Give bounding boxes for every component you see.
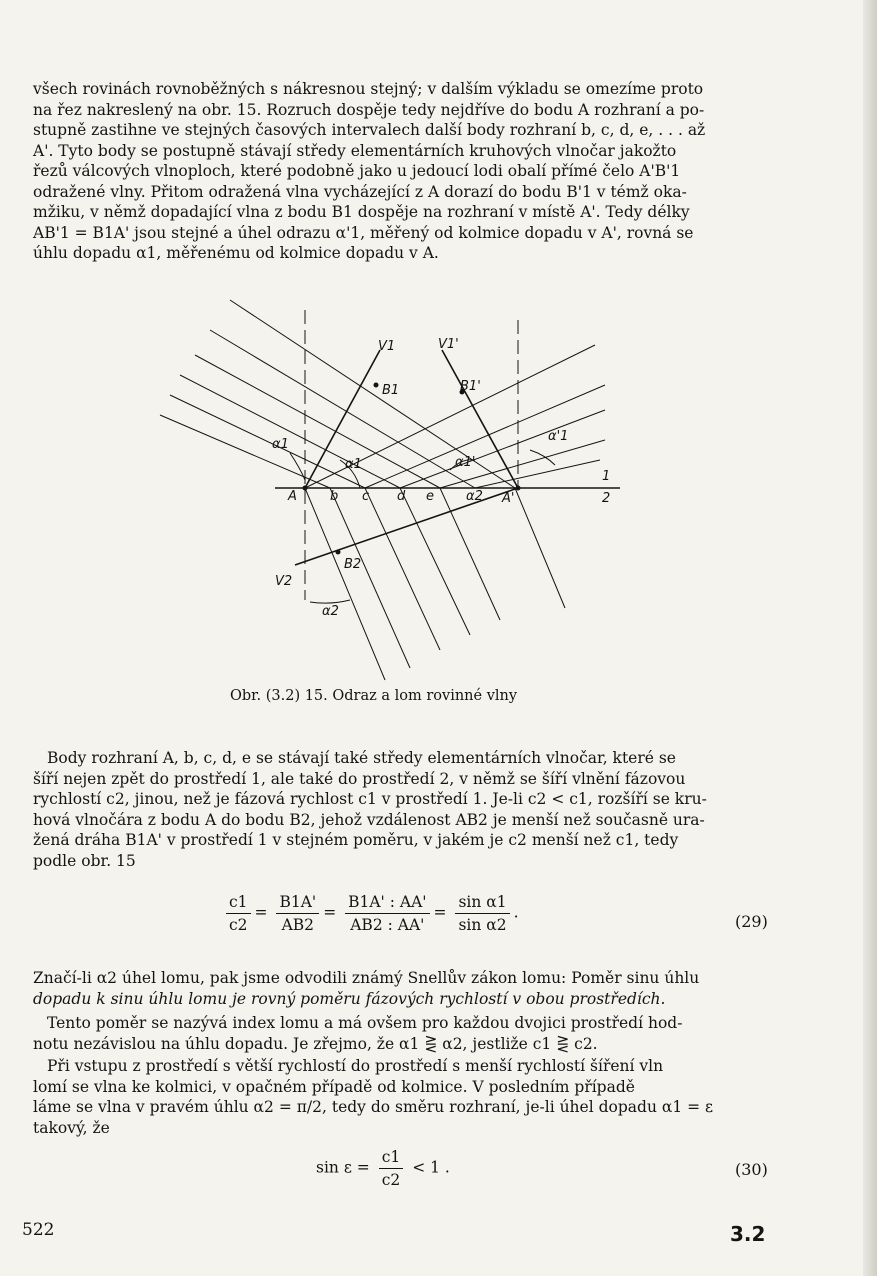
point-B2 (336, 550, 341, 555)
figure-wave-reflection-refraction (150, 290, 650, 685)
numerator: B1A' (276, 893, 319, 914)
refracted-ray (400, 488, 470, 635)
text-line: A'. Tyto body se postupně stávají středy elementárních kruhových vlnočar jakožto (33, 141, 677, 160)
incident-ray (210, 330, 475, 488)
denominator: AB2 : AA' (350, 916, 425, 934)
denominator: c2 (381, 1171, 401, 1189)
paragraph-index-of-refraction (33, 1013, 775, 1054)
equation-lhs: sin ε = (316, 1158, 370, 1177)
label-V2: V2 (275, 574, 293, 589)
equation-29: $\frac{c1}{c2}$ = $\frac{B1A'}{AB2}$ = $\frac{B1A' : AA'}{AB2 : AA'}$ = $\frac{\text{sin α1}}{\text{sin α2}}$ . (222, 893, 519, 934)
angle-arc-alpha2 (310, 600, 350, 603)
label-B1: B1 (382, 383, 400, 398)
reflected-ray (365, 385, 605, 488)
fraction (379, 1148, 404, 1189)
label-alpha1p-mid: α1' (455, 455, 476, 470)
angle-arc-alpha1p (530, 450, 555, 465)
text-line: láme se vlna v pravém úhlu α2 = π/2, tedy do směru rozhraní, je-li úhel dopadu α1 = ε (33, 1098, 714, 1116)
text-line: Body rozhraní A, b, c, d, e se stávají také středy elementárních vlnočar, které se (47, 749, 676, 767)
label-A-prime: A' (502, 491, 515, 506)
label-A: A (288, 489, 297, 504)
text-line: stupně zastihne ve stejných časových intervalech další body rozhraní b, c, d, e, . . . až (33, 121, 706, 139)
refracted-wavefront (295, 488, 518, 565)
label-alpha1p-right: α'1 (548, 429, 569, 444)
numerator: sin α1 (455, 893, 509, 914)
label-alpha1-left: α1 (272, 437, 289, 452)
refracted-ray (440, 488, 500, 620)
label-alpha2-mid: α2 (466, 489, 483, 504)
text-line: lomí se vlna ke kolmici, v opačném případě od kolmice. V posledním případě (33, 1077, 635, 1096)
text-line: notu nezávislou na úhlu dopadu. Je zřejmo, že α1 ⋛ α2, jestliže c1 ⋛ c2. (33, 1034, 598, 1053)
label-alpha2-bottom: α2 (322, 604, 339, 619)
text-line: mžiku, v němž dopadající vlna z bodu B1 dospěje na rozhraní v místě A'. Tedy délky (33, 203, 690, 221)
equation-rhs: < 1 . (412, 1158, 450, 1177)
angle-arc-alpha1 (290, 453, 305, 480)
fraction (455, 893, 509, 934)
label-c: c (362, 489, 370, 504)
paragraph-snell-law (33, 968, 775, 1009)
text-line: všech rovinách rovnoběžných s nákresnou stejný; v dalším výkladu se omezíme proto (33, 80, 704, 98)
incident-wavefront (305, 350, 380, 488)
paragraph-reflection-intro (33, 79, 775, 264)
text-line: podle obr. 15 (33, 851, 136, 870)
label-medium-2: 2 (602, 491, 611, 506)
text-line: AB'1 = B1A' jsou stejné a úhel odrazu α'1, měřený od kolmice dopadu v A', rovná se (33, 223, 694, 242)
fraction (226, 893, 251, 934)
point-B1 (374, 383, 379, 388)
denominator: sin α2 (458, 916, 507, 934)
numerator: B1A' : AA' (345, 893, 429, 914)
equation-30 (316, 1148, 450, 1189)
point-A (303, 486, 308, 491)
text-line: na řez nakreslený na obr. 15. Rozruch dospěje tedy nejdříve do bodu A rozhraní a po- (33, 100, 705, 119)
paragraph-total-reflection (33, 1056, 775, 1138)
label-V1: V1 (378, 339, 396, 354)
text-line: Tento poměr se nazývá index lomu a má ovšem pro každou dvojici prostředí hod- (47, 1014, 683, 1032)
figure-caption: Obr. (3.2) 15. Odraz a lom rovinné vlny (230, 688, 518, 704)
label-alpha1-mid: α1 (345, 457, 362, 472)
text-line: hová vlnočára z bodu A do bodu B2, jehož vzdálenost AB2 je menší než současně ura- (33, 810, 705, 829)
text-line: šíří nejen zpět do prostředí 1, ale také do prostředí 2, v němž se šíří vlnění fázovou (33, 769, 686, 788)
text-line: žená dráha B1A' v prostředí 1 v stejném poměru, v jakém je c2 menší než c1, tedy (33, 831, 679, 849)
numerator: c1 (226, 893, 251, 914)
equation-number-29: (29) (735, 912, 768, 931)
denominator: AB2 (281, 916, 315, 934)
fraction (276, 893, 319, 934)
text-line: Značí-li α2 úhel lomu, pak jsme odvodili známý Snellův zákon lomu: Poměr sinu úhlu (33, 969, 700, 987)
refracted-ray (365, 488, 440, 650)
text-line: Při vstupu z prostředí s větší rychlostí do prostředí s menší rychlostí šíření vln (47, 1057, 664, 1075)
page-number: 522 (22, 1220, 55, 1240)
fraction (345, 893, 429, 934)
label-d: d (397, 489, 406, 504)
equation-number-30: (30) (735, 1160, 768, 1179)
incident-ray (170, 395, 365, 488)
scan-page-edge (863, 0, 877, 1276)
label-B2: B2 (344, 557, 362, 572)
point-A-prime (516, 486, 521, 491)
section-number: 3.2 (730, 1222, 766, 1246)
refracted-ray (515, 488, 565, 608)
text-line: takový, že (33, 1118, 110, 1137)
label-medium-1: 1 (602, 469, 611, 484)
text-line: rychlostí c2, jinou, než je fázová rychlost c1 v prostředí 1. Je-li c2 < c1, rozšíří se kru- (33, 790, 707, 808)
text-line: řezů válcových vlnoploch, které podobně jako u jedoucí lodi obalí přímé čelo A'B'1 (33, 162, 681, 180)
label-B1-prime: B1' (460, 379, 481, 394)
denominator: c2 (229, 916, 248, 934)
incident-ray (195, 355, 440, 488)
paragraph-refraction (33, 748, 775, 871)
text-line: úhlu dopadu α1, měřenému od kolmice dopadu v A. (33, 244, 439, 262)
label-b: b (330, 489, 339, 504)
label-V1-prime: V1' (438, 337, 459, 352)
text-line: dopadu k sinu úhlu lomu je rovný poměru fázových rychlostí v obou prostředích. (33, 989, 666, 1008)
label-e: e (426, 489, 434, 504)
numerator: c1 (379, 1148, 404, 1169)
text-line: odražené vlny. Přitom odražená vlna vycházející z A dorazí do bodu B'1 v témž oka- (33, 182, 687, 201)
